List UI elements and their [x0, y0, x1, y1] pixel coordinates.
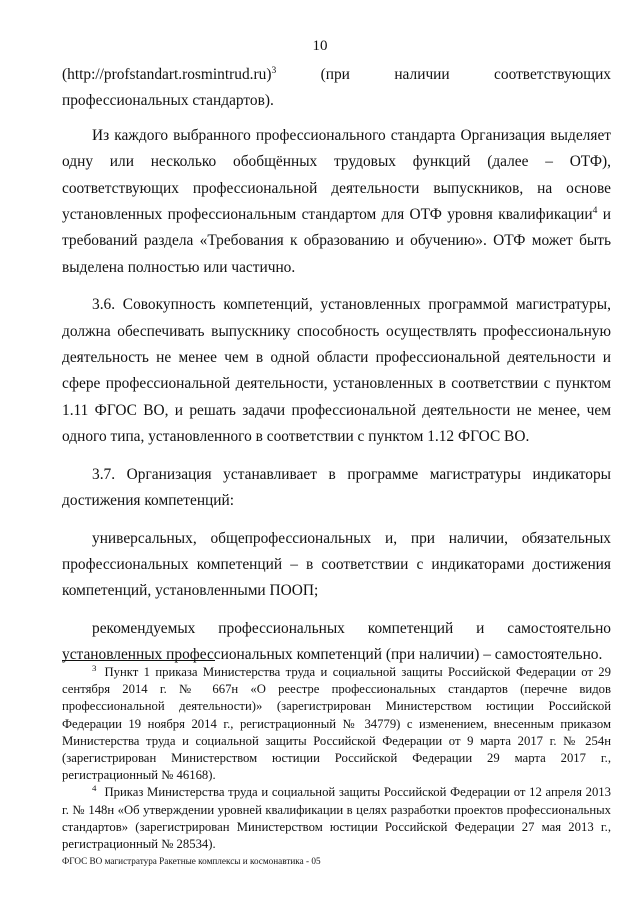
footnote-4 — [62, 784, 611, 853]
footnote-marker: 4 — [92, 783, 97, 794]
footnote-ref-4: 4 — [592, 204, 598, 216]
paragraph-url-rest: (при наличии соответствующих профессиональных стандартов). — [62, 66, 611, 110]
footnote-3 — [62, 664, 611, 784]
paragraph-otf — [62, 123, 611, 281]
footnote-text: Приказ Министерства труда и социальной защиты Российской Федерации от 12 апреля 2013 г. № 148н «Об утверждении уровней квалификации в целях разработки проектов профессиональных стандартов» (зарегистрирован Министерством юстиции Российской Федерации 27 мая 2013 г., регистрационный № 28534). — [62, 785, 611, 852]
paragraph-universal: универсальных, общепрофессиональных и, при наличии, обязательных профессиональных компетенций – в соответствии с индикаторами достижения компетенций, установленными ПООП; — [62, 529, 611, 600]
footnote-text: Пункт 1 приказа Министерства труда и социальной защиты Российской Федерации от 29 сентября 2014 г. № 667н «О реестре профессиональных стандартов (перечне видов профессиональной деятельности)» (зарегистрирован Министерством юстиции Российской Федерации 19 ноября 2014 г., регистрационный № 34779) с изменением, внесенным приказом Министерства труда и социальной защиты Российской Федерации от 9 марта 2017 г. № 254н (зарегистрирован Министерством юстиции Российской Федерации 29 марта 2017 г., регистрационный № 46168). — [62, 665, 611, 783]
paragraph-otf-part-b: и требований раздела «Требования к образованию и обучению». ОТФ может быть выделена полностью или частично. — [62, 206, 611, 276]
main-body — [62, 62, 611, 669]
paragraph-3-6: 3.6. Совокупность компетенций, установленных программой магистратуры, должна обеспечивать выпускнику способность осуществлять профессиональную деятельность не менее чем в одной области профессиональной деятельности и сфере профессиональной деятельности, установленных в соответствии с пунктом 1.11 ФГОС ВО, и решать задачи профессиональной деятельности не менее, чем одного типа, установленного в соответствии с пунктом 1.12 ФГОС ВО. — [62, 296, 611, 446]
page-number: 10 — [312, 38, 328, 54]
paragraph-recommended: рекомендуемых профессиональных компетенций и самостоятельно установленных профессиональных компетенций (при наличии) – самостоятельно. — [62, 619, 611, 664]
footnote-separator — [62, 660, 215, 661]
footnote-ref-3: 3 — [271, 64, 277, 76]
footnote-marker: 3 — [92, 662, 97, 673]
url-link: (http://profstandart.rosmintrud.ru) — [62, 66, 272, 83]
page-footer: ФГОС ВО магистратура Ракетные комплексы и космонавтика - 05 — [62, 856, 321, 866]
paragraph-3-7: 3.7. Организация устанавливает в программе магистратуры индикаторы достижения компетенций: — [62, 465, 611, 510]
footnotes — [62, 664, 611, 853]
paragraph-otf-part-a: Из каждого выбранного профессионального стандарта Организация выделяет одну или несколько обобщённых трудовых функций (далее – ОТФ), соответствующих профессиональной деятельности выпускников, на основе установленных профессиональным стандартом для ОТФ уровня квалификации — [62, 126, 611, 224]
paragraph-url — [62, 62, 611, 115]
